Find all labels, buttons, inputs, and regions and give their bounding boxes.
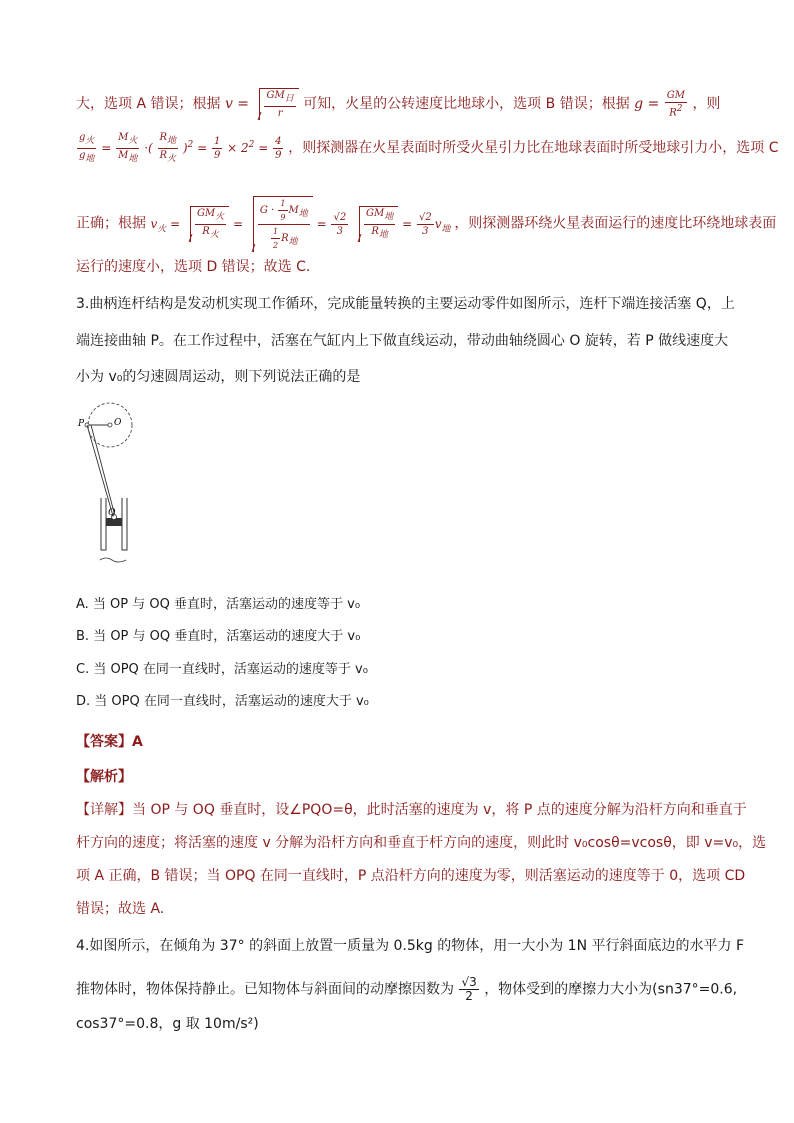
formula-g-ratio: $\frac{g_火}{g_地}$ = $\frac{M_火}{M_地}$ ·( $\frac{R_地}{R_火}$ )$^2$ = $\frac{1}{9}$ × $2^2$ = $\frac{4}{9}$ <box>79 132 282 164</box>
q2-solution-line-1 <box>76 88 720 120</box>
analysis-heading <box>76 767 132 787</box>
answer-label: 【答案】A <box>76 734 143 750</box>
point-o <box>108 423 112 427</box>
connecting-rod <box>87 425 113 516</box>
crank-connecting-rod-figure <box>70 398 170 578</box>
q2-solution-line-3 <box>76 196 776 252</box>
detail-line-4: 错误；故选 A. <box>76 901 165 917</box>
q4-stem-line-2 <box>76 976 737 1003</box>
break-mark <box>100 558 126 562</box>
detail-line-2: 杆方向的速度；将活塞的速度 v 分解为沿杆方向和垂直于杆方向的速度，则此时 v₀cosθ=vcosθ，即 v=v₀，选 <box>76 835 767 851</box>
formula-v-mars: $v_火$ = $\frac{GM_火}{R_火}$ = G · $\frac{1}{9}$ $M_地$ $\frac{1}{2}$ $R_地$ = $\frac{√2}{3}$ $\frac{GM_地}{R_地}$ = $\frac{√2}{3}$ $v_地$ <box>150 217 454 231</box>
q2-text-1c: ，则 <box>692 96 721 112</box>
formula-gravity: g = $\frac{GM}{R^2}$ <box>634 89 685 119</box>
analysis-label: 【解析】 <box>76 769 132 785</box>
connecting-rod-b <box>91 425 115 516</box>
friction-coefficient-fraction: $\frac{√3}{2}$ <box>461 975 477 1003</box>
label-p: P <box>78 419 85 429</box>
q4-stem-line-1: 4.如图所示，在倾角为 37° 的斜面上放置一质量为 0.5kg 的物体，用一大小为 1N 平行斜面底边的水平力 F <box>76 938 745 954</box>
q3-stem-line-1: 3.曲柄连杆结构是发动机实现工作循环，完成能量转换的主要运动零件如图所示，连杆下端连接活塞 Q，上 <box>76 296 735 312</box>
q2-solution-line-4: 运行的速度小，选项 D 错误；故选 C. <box>76 259 311 275</box>
formula-orbital-speed: v = $\frac{GM_日}{r}$ <box>225 96 303 112</box>
q4-text-2a: 推物体时，物体保持静止。已知物体与斜面间的动摩擦因数为 <box>76 981 454 998</box>
q2-solution-line-2 <box>76 131 779 166</box>
q3-stem-line-2: 端连接曲轴 P。在工作过程中，活塞在气缸内上下做直线运动，带动曲轴绕圆心 O 旋转，若 P 做线速度大 <box>76 333 729 349</box>
option-b: B. 当 OP 与 OQ 垂直时，活塞运动的速度大于 v₀ <box>76 629 361 644</box>
q3-stem-line-3: 小为 v₀的匀速圆周运动，则下列说法正确的是 <box>76 369 361 385</box>
label-q: Q <box>108 508 116 518</box>
q4-stem-line-3: cos37°=0.8，g 取 10m/s²) <box>76 1016 259 1032</box>
q2-text-1b: 可知，火星的公转速度比地球小，选项 B 错误；根据 <box>303 96 630 112</box>
q2-text-3b: ，则探测器环绕火星表面运行的速度比环绕地球表面 <box>454 215 777 232</box>
q2-text-1a: 大，选项 A 错误；根据 <box>76 96 221 112</box>
option-d: D. 当 OPQ 在同一直线时，活塞运动的速度大于 v₀ <box>76 694 369 709</box>
detail-line-3: 项 A 正确，B 错误；当 OPQ 在同一直线时，P 点沿杆方向的速度为零，则活塞运动的速度等于 0，选项 CD <box>76 868 746 884</box>
option-a: A. 当 OP 与 OQ 垂直时，活塞运动的速度等于 v₀ <box>76 597 361 612</box>
answer-line <box>76 732 143 752</box>
label-o: O <box>114 418 122 428</box>
q2-text-2: ，则探测器在火星表面时所受火星引力比在地球表面时所受地球引力小，选项 C <box>288 140 779 156</box>
detail-line-1: 【详解】当 OP 与 OQ 垂直时，设∠PQO=θ，此时活塞的速度为 v，将 P 点的速度分解为沿杆方向和垂直于 <box>76 802 747 818</box>
q4-text-2b: ，物体受到的摩擦力大小为(sn37°=0.6, <box>484 981 738 998</box>
q2-text-3a: 正确；根据 <box>76 215 146 232</box>
option-c: C. 当 OPQ 在同一直线时，活塞运动的速度等于 v₀ <box>76 662 368 677</box>
